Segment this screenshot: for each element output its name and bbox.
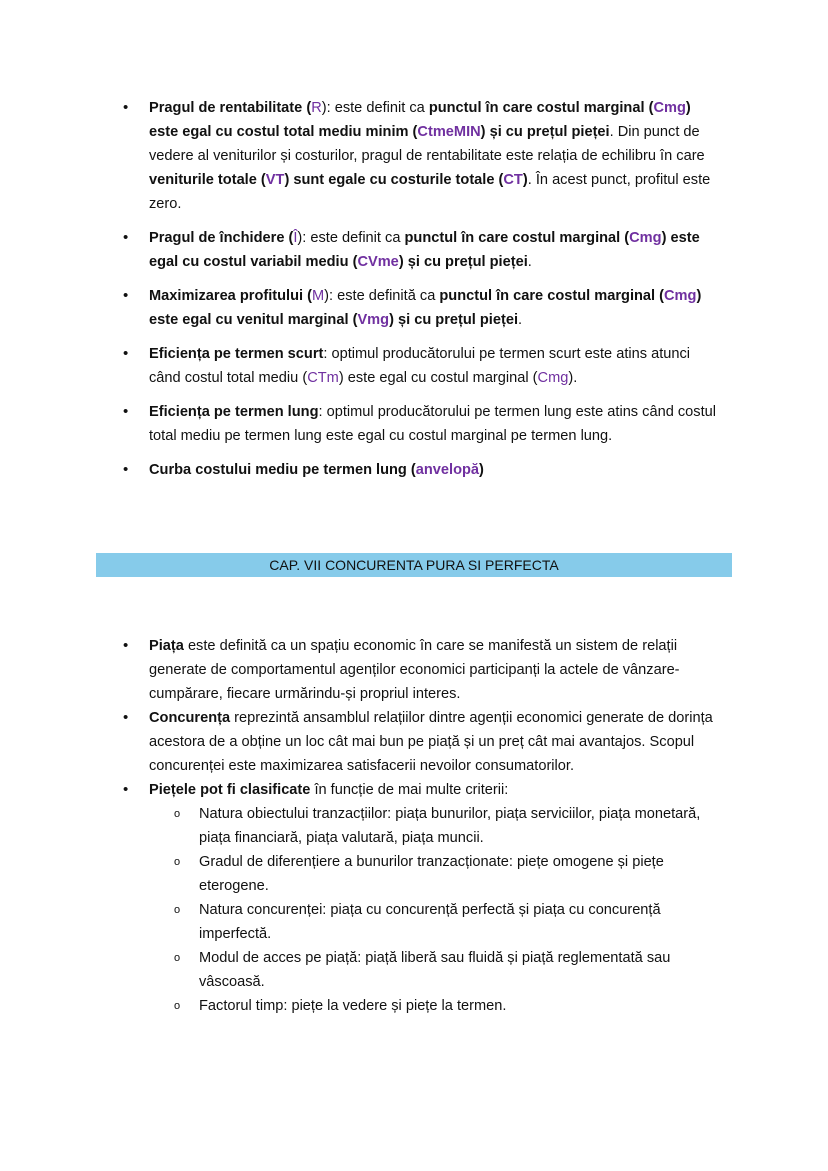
bold-text: ) este egal cu venitul marginal ( [149, 288, 702, 328]
bold-text: Piața [149, 638, 184, 654]
highlighted-term: R [311, 100, 322, 116]
bold-text: ) este egal cu costul total mediu minim ( [149, 100, 691, 140]
highlighted-term: Î [293, 230, 298, 246]
criteria-sublist [149, 802, 720, 1018]
bold-text: Concurența [149, 710, 231, 726]
list-item-piata [120, 634, 720, 706]
definitions-list [120, 96, 720, 492]
sublist-item: o Gradul de diferențiere a bunurilor tranzacționate: piețe omogene și piețe eterogene. [149, 850, 720, 898]
text-run: . [527, 254, 532, 270]
chapter-heading: CAP. VII CONCURENTA PURA SI PERFECTA [96, 553, 732, 577]
bold-text: ) [522, 172, 528, 188]
bold-text: punctul în care costul marginal ( [404, 230, 630, 246]
bold-text: ) și cu prețul pieței [398, 254, 528, 270]
list-item-prag-inchidere [120, 226, 720, 274]
list-item-clasificare-piete [120, 778, 720, 1018]
text-run: ): este definit ca [297, 230, 405, 246]
sublist-item: o Natura concurenței: piața cu concurență perfectă și piața cu concurență imperfectă. [149, 898, 720, 946]
text-run: . [518, 312, 523, 328]
sublist-item: o Natura obiectului tranzacțiilor: piața bunurilor, piața serviciilor, piața monetară, piața financiară, piața valutară, piața muncii. [149, 802, 720, 850]
sublist-item: o Factorul timp: piețe la vedere și piețe la termen. [149, 994, 720, 1018]
list-item-prag-rentabilitate [120, 96, 720, 216]
list-item-maximizarea-profitului [120, 284, 720, 332]
highlighted-term: M [312, 288, 325, 304]
highlighted-term: CT [503, 172, 523, 188]
bold-text: ) și cu prețul pieței [389, 312, 518, 328]
market-list [120, 634, 720, 1018]
highlighted-term: anvelopă [415, 462, 480, 478]
bold-text: Piețele pot fi clasificate [149, 782, 311, 798]
highlighted-term: Vmg [357, 312, 390, 328]
highlighted-term: Cmg [629, 230, 662, 246]
text-run: . În acest punct, profitul este zero. [149, 172, 711, 212]
bold-text: punctul în care costul marginal ( [439, 288, 664, 304]
bold-text: Maximizarea profitului ( [149, 288, 312, 304]
text-run: ): este definit ca [321, 100, 429, 116]
bold-text: ) sunt egale cu costurile totale ( [284, 172, 504, 188]
bold-text: Pragul de rentabilitate ( [149, 100, 312, 116]
bold-text: ) [479, 462, 484, 478]
highlighted-term: VT [265, 172, 285, 188]
highlighted-term: CTm [307, 370, 339, 386]
bold-text: Pragul de închidere ( [149, 230, 294, 246]
list-item-eficienta-termen-scurt [120, 342, 720, 390]
text-run: ) este egal cu costul marginal ( [338, 370, 538, 386]
highlighted-term: Cmg [653, 100, 686, 116]
bold-text: Eficiența pe termen lung [149, 404, 319, 420]
highlighted-term: CtmeMIN [417, 124, 481, 140]
list-item-concurenta [120, 706, 720, 778]
bold-text: veniturile totale ( [149, 172, 266, 188]
text-run: reprezintă ansamblul relațiilor dintre agenții economici generate de dorința acestora de a obține un loc cât mai bun pe piață și un preț cât mai avantajos. Scopul concurenței este maximizarea satisfacerii nevoilor consumatorilor. [149, 710, 713, 774]
text-run: . Din punct de vedere al veniturilor și costurilor, pragul de rentabilitate este relația de echilibru în care [149, 124, 705, 164]
bold-text: Eficiența pe termen scurt [149, 346, 324, 362]
text-run: în funcție de mai multe criterii: [310, 782, 509, 798]
bold-text: Curba costului mediu pe termen lung ( [149, 462, 416, 478]
text-run: ). [568, 370, 578, 386]
highlighted-term: Cmg [664, 288, 697, 304]
clasificare-text [149, 782, 508, 798]
list-item-curba-costului [120, 458, 720, 482]
list-item-eficienta-termen-lung [120, 400, 720, 448]
bold-text: ) este egal cu costul variabil mediu ( [149, 230, 700, 270]
bold-text: ) și cu prețul pieței [480, 124, 610, 140]
text-run: : optimul producătorului pe termen lung este atins când costul total mediu pe termen lung este egal cu costul marginal pe termen lung. [149, 404, 716, 444]
sublist-item: o Modul de acces pe piață: piață liberă sau fluidă și piață reglementată sau vâscoasă. [149, 946, 720, 994]
text-run: : optimul producătorului pe termen scurt este atins atunci când costul total mediu ( [149, 346, 691, 386]
highlighted-term: CVme [357, 254, 399, 270]
text-run: ): este definită ca [324, 288, 440, 304]
bold-text: punctul în care costul marginal ( [428, 100, 654, 116]
text-run: este definită ca un spațiu economic în care se manifestă un sistem de relații generate de comportamentul agenților economici participanți la actele de vânzare-cumpărare, fiecare urmărindu-și propriul interes. [149, 638, 680, 702]
highlighted-term: Cmg [537, 370, 569, 386]
